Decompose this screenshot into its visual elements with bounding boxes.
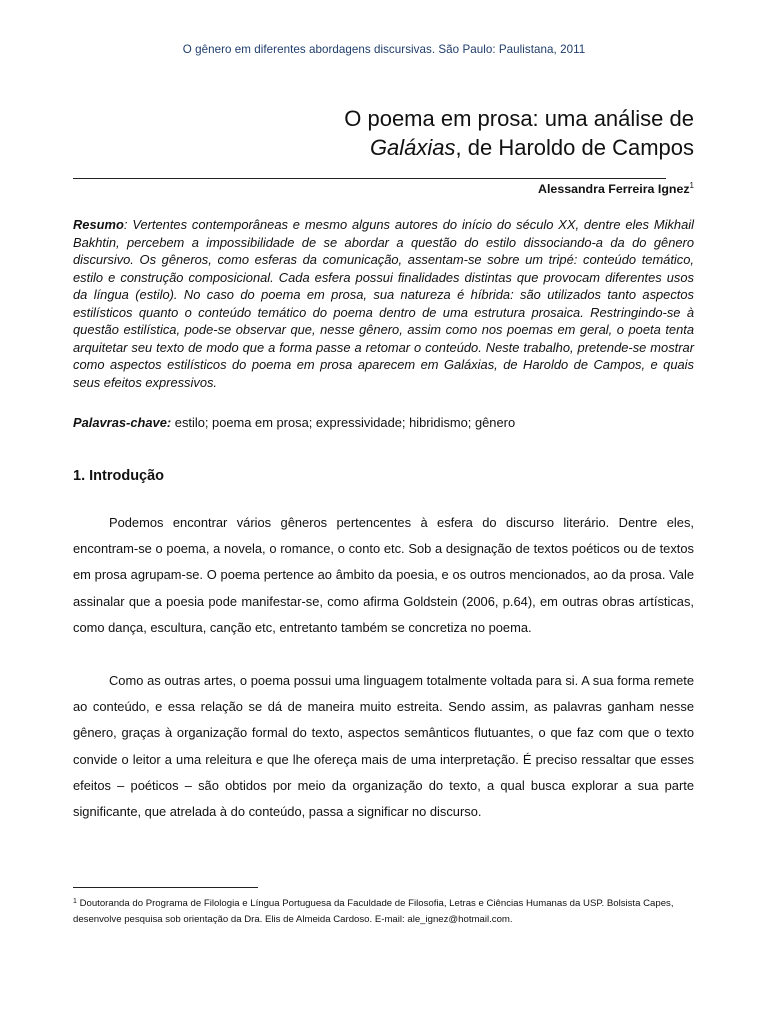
title-divider	[73, 178, 666, 179]
abstract-label: Resumo	[73, 217, 124, 232]
title-line-1: O poema em prosa: uma análise de	[344, 106, 694, 131]
abstract	[73, 216, 694, 391]
footnote-divider	[73, 887, 258, 888]
keywords-label: Palavras-chave:	[73, 415, 172, 430]
section-heading: 1. Introdução	[73, 468, 165, 484]
author-name: Alessandra Ferreira Ignez	[538, 182, 690, 196]
keywords-text: estilo; poema em prosa; expressividade; hibridismo; gênero	[171, 415, 516, 430]
abstract-text: Vertentes contemporâneas e mesmo alguns autores do início do século XX, dentre eles Mikhail Bakhtin, percebem a impossibilidade de se abordar a questão do estilo dissociando-a da do gênero discursivo. Os gêneros, como esferas da comunicação, assentam-se sobre um tripé: conteúdo temático, estilo e construção composicional. Cada esfera possui finalidades distintas que provocam diferentes usos da língua (estilo). No caso do poema em prosa, sua natureza é híbrida: são utilizados tanto aspectos estilísticos quanto o conteúdo temático do poema dentro de uma estrutura prosaica. Restringindo-se à questão estilística, pode-se observar que, nesse gênero, assim como nos poemas em geral, o poeta tenta arquitetar seu texto de modo que a forma passe a retomar o conteúdo. Neste trabalho, pretende-se mostrar como aspectos estilísticos do poema em prosa aparecem em Galáxias, de Haroldo de Campos, e quais seus efeitos expressivos.	[73, 217, 694, 390]
footnote-text: Doutoranda do Programa de Filologia e Língua Portuguesa da Faculdade de Filosofia, Letras e Ciências Humanas da USP. Bolsista Capes, desenvolve pesquisa sob orientação da Dra. Elis de Almeida Cardoso. E-mail: ale_ignez@hotmail.com.	[73, 898, 674, 925]
keywords	[73, 414, 694, 432]
footnote	[73, 894, 694, 927]
title-italic-work: Galáxias	[369, 135, 456, 160]
footnote-marker: 1	[73, 898, 77, 905]
author-line	[538, 181, 694, 196]
body-paragraph: Como as outras artes, o poema possui uma linguagem totalmente voltada para si. A sua forma remete ao conteúdo, e essa relação se dá de maneira muito estreita. Sendo assim, as palavras ganham nesse gênero, graças à organização formal do texto, aspectos semânticos flutuantes, o que faz com que o texto convide o leitor a uma releitura e que lhe ofereça mais de uma interpretação. É preciso ressaltar que esses efeitos – poéticos – são obtidos por meio da organização do texto, a qual busca explorar a sua parte significante, que atrelada à do conteúdo, passa a significar no discurso.	[73, 673, 694, 820]
title-line-2-rest: , de Haroldo de Campos	[455, 135, 694, 160]
running-header: O gênero em diferentes abordagens discursivas. São Paulo: Paulistana, 2011	[182, 43, 586, 56]
paper-title	[344, 104, 694, 162]
abstract-separator: :	[123, 217, 133, 232]
body-paragraph: Podemos encontrar vários gêneros pertencentes à esfera do discurso literário. Dentre eles, encontram-se o poema, a novela, o romance, o conto etc. Sob a designação de textos poéticos ou de textos em prosa agrupam-se. O poema pertence ao âmbito da poesia, e os outros mencionados, ao da prosa. Vale assinalar que a poesia pode manifestar-se, como afirma Goldstein (2006, p.64), em outras obras artísticas, como dança, escultura, canção etc, entretanto também se concretiza no poema.	[73, 515, 694, 635]
author-footnote-marker[interactable]: 1	[689, 181, 694, 190]
